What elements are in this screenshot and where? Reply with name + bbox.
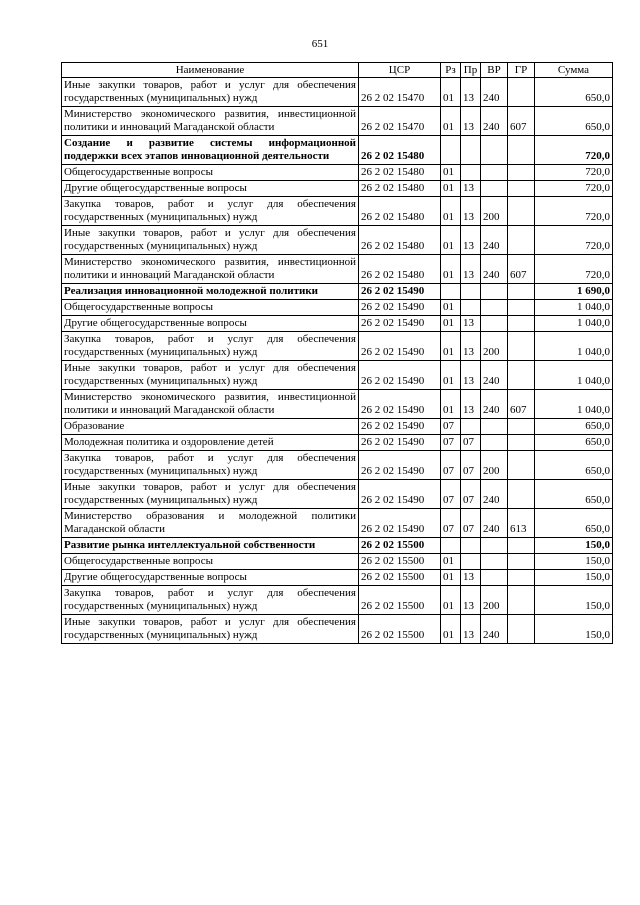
cell-name: Другие общегосударственные вопросы	[62, 316, 359, 332]
cell-sum: 720,0	[535, 197, 613, 226]
cell-csr: 26 2 02 15480	[359, 226, 441, 255]
cell-vr	[481, 554, 508, 570]
cell-csr: 26 2 02 15490	[359, 419, 441, 435]
cell-name: Министерство экономического развития, инвестиционной политики и инноваций Магаданской области	[62, 390, 359, 419]
table-row	[62, 538, 613, 554]
table-row	[62, 165, 613, 181]
cell-pr: 13	[461, 78, 481, 107]
cell-vr: 240	[481, 255, 508, 284]
cell-sum: 1 040,0	[535, 332, 613, 361]
table-row	[62, 255, 613, 284]
cell-sum: 650,0	[535, 451, 613, 480]
cell-pr: 13	[461, 226, 481, 255]
cell-vr: 240	[481, 480, 508, 509]
table-row	[62, 107, 613, 136]
table-row	[62, 570, 613, 586]
cell-pr	[461, 554, 481, 570]
cell-csr: 26 2 02 15490	[359, 300, 441, 316]
cell-rz: 01	[441, 332, 461, 361]
cell-vr: 240	[481, 615, 508, 644]
cell-rz: 01	[441, 226, 461, 255]
cell-sum: 150,0	[535, 554, 613, 570]
cell-vr	[481, 300, 508, 316]
cell-gr: 607	[508, 255, 535, 284]
cell-name: Развитие рынка интеллектуальной собственности	[62, 538, 359, 554]
cell-rz	[441, 538, 461, 554]
cell-csr: 26 2 02 15490	[359, 480, 441, 509]
cell-name: Иные закупки товаров, работ и услуг для обеспечения государственных (муниципальных) нужд	[62, 78, 359, 107]
cell-sum: 150,0	[535, 615, 613, 644]
cell-pr: 07	[461, 480, 481, 509]
cell-vr	[481, 181, 508, 197]
cell-sum: 650,0	[535, 435, 613, 451]
cell-gr	[508, 165, 535, 181]
cell-name: Иные закупки товаров, работ и услуг для обеспечения государственных (муниципальных) нужд	[62, 615, 359, 644]
cell-csr: 26 2 02 15490	[359, 332, 441, 361]
cell-name: Другие общегосударственные вопросы	[62, 570, 359, 586]
table-row	[62, 78, 613, 107]
header-sum: Сумма	[535, 63, 613, 78]
cell-rz	[441, 284, 461, 300]
header-rz: Рз	[441, 63, 461, 78]
cell-gr	[508, 480, 535, 509]
cell-csr: 26 2 02 15480	[359, 197, 441, 226]
cell-csr: 26 2 02 15480	[359, 181, 441, 197]
cell-rz: 01	[441, 165, 461, 181]
cell-vr: 240	[481, 509, 508, 538]
cell-pr: 13	[461, 361, 481, 390]
cell-name: Закупка товаров, работ и услуг для обеспечения государственных (муниципальных) нужд	[62, 197, 359, 226]
cell-pr	[461, 284, 481, 300]
cell-gr	[508, 226, 535, 255]
table-row	[62, 316, 613, 332]
cell-csr: 26 2 02 15490	[359, 435, 441, 451]
cell-gr	[508, 316, 535, 332]
cell-rz: 01	[441, 554, 461, 570]
cell-name: Министерство образования и молодежной политики Магаданской области	[62, 509, 359, 538]
header-csr: ЦСР	[359, 63, 441, 78]
table-row	[62, 300, 613, 316]
cell-pr	[461, 300, 481, 316]
cell-rz: 07	[441, 451, 461, 480]
cell-csr: 26 2 02 15500	[359, 570, 441, 586]
table-row	[62, 181, 613, 197]
cell-pr	[461, 136, 481, 165]
cell-vr: 200	[481, 451, 508, 480]
cell-sum: 720,0	[535, 226, 613, 255]
cell-csr: 26 2 02 15470	[359, 78, 441, 107]
cell-rz: 01	[441, 78, 461, 107]
cell-csr: 26 2 02 15490	[359, 316, 441, 332]
table-row	[62, 226, 613, 255]
cell-gr	[508, 554, 535, 570]
cell-pr: 13	[461, 570, 481, 586]
header-gr: ГР	[508, 63, 535, 78]
table-row	[62, 554, 613, 570]
cell-pr: 13	[461, 332, 481, 361]
table-row	[62, 615, 613, 644]
cell-name: Общегосударственные вопросы	[62, 300, 359, 316]
cell-vr	[481, 538, 508, 554]
cell-pr: 13	[461, 586, 481, 615]
cell-vr	[481, 435, 508, 451]
header-name: Наименование	[62, 63, 359, 78]
cell-csr: 26 2 02 15500	[359, 586, 441, 615]
cell-sum: 650,0	[535, 78, 613, 107]
cell-sum: 150,0	[535, 538, 613, 554]
cell-sum: 720,0	[535, 255, 613, 284]
cell-name: Министерство экономического развития, инвестиционной политики и инноваций Магаданской области	[62, 107, 359, 136]
cell-rz: 07	[441, 480, 461, 509]
cell-vr	[481, 316, 508, 332]
cell-gr	[508, 136, 535, 165]
cell-pr: 13	[461, 197, 481, 226]
cell-name: Закупка товаров, работ и услуг для обеспечения государственных (муниципальных) нужд	[62, 451, 359, 480]
cell-rz: 07	[441, 435, 461, 451]
table-body	[62, 78, 613, 644]
cell-name: Иные закупки товаров, работ и услуг для обеспечения государственных (муниципальных) нужд	[62, 361, 359, 390]
cell-csr: 26 2 02 15500	[359, 554, 441, 570]
cell-name: Общегосударственные вопросы	[62, 554, 359, 570]
cell-gr: 607	[508, 107, 535, 136]
table-row	[62, 136, 613, 165]
cell-gr	[508, 419, 535, 435]
cell-gr	[508, 181, 535, 197]
cell-name: Другие общегосударственные вопросы	[62, 181, 359, 197]
cell-pr: 13	[461, 615, 481, 644]
cell-sum: 1 040,0	[535, 300, 613, 316]
cell-pr	[461, 538, 481, 554]
cell-csr: 26 2 02 15490	[359, 284, 441, 300]
cell-gr	[508, 451, 535, 480]
budget-table	[61, 62, 613, 644]
cell-csr: 26 2 02 15480	[359, 255, 441, 284]
cell-vr	[481, 136, 508, 165]
cell-rz: 07	[441, 419, 461, 435]
cell-sum: 650,0	[535, 107, 613, 136]
cell-csr: 26 2 02 15490	[359, 390, 441, 419]
cell-sum: 720,0	[535, 136, 613, 165]
cell-rz: 01	[441, 300, 461, 316]
cell-name: Создание и развитие системы информационной поддержки всех этапов инновационной деятельности	[62, 136, 359, 165]
table-row	[62, 509, 613, 538]
cell-name: Закупка товаров, работ и услуг для обеспечения государственных (муниципальных) нужд	[62, 332, 359, 361]
cell-vr	[481, 570, 508, 586]
cell-rz: 07	[441, 509, 461, 538]
cell-vr: 240	[481, 226, 508, 255]
cell-sum: 1 040,0	[535, 390, 613, 419]
cell-vr: 240	[481, 390, 508, 419]
cell-name: Образование	[62, 419, 359, 435]
cell-name: Иные закупки товаров, работ и услуг для обеспечения государственных (муниципальных) нужд	[62, 480, 359, 509]
cell-sum: 1 040,0	[535, 316, 613, 332]
cell-vr: 200	[481, 586, 508, 615]
cell-pr	[461, 419, 481, 435]
cell-gr	[508, 435, 535, 451]
cell-vr: 240	[481, 78, 508, 107]
cell-rz: 01	[441, 316, 461, 332]
cell-csr: 26 2 02 15500	[359, 538, 441, 554]
cell-csr: 26 2 02 15490	[359, 509, 441, 538]
cell-pr: 07	[461, 509, 481, 538]
cell-gr	[508, 284, 535, 300]
cell-sum: 720,0	[535, 165, 613, 181]
cell-rz: 01	[441, 390, 461, 419]
cell-vr	[481, 419, 508, 435]
cell-csr: 26 2 02 15490	[359, 451, 441, 480]
cell-name: Министерство экономического развития, инвестиционной политики и инноваций Магаданской области	[62, 255, 359, 284]
table-row	[62, 284, 613, 300]
cell-gr: 613	[508, 509, 535, 538]
cell-gr	[508, 570, 535, 586]
cell-rz: 01	[441, 586, 461, 615]
cell-rz: 01	[441, 181, 461, 197]
cell-pr: 13	[461, 255, 481, 284]
cell-rz: 01	[441, 197, 461, 226]
cell-name: Общегосударственные вопросы	[62, 165, 359, 181]
cell-name: Иные закупки товаров, работ и услуг для обеспечения государственных (муниципальных) нужд	[62, 226, 359, 255]
table-row	[62, 390, 613, 419]
cell-gr	[508, 361, 535, 390]
cell-name: Молодежная политика и оздоровление детей	[62, 435, 359, 451]
cell-gr: 607	[508, 390, 535, 419]
cell-csr: 26 2 02 15500	[359, 615, 441, 644]
cell-pr: 13	[461, 390, 481, 419]
cell-pr	[461, 165, 481, 181]
cell-pr: 13	[461, 107, 481, 136]
header-vr: ВР	[481, 63, 508, 78]
cell-gr	[508, 538, 535, 554]
cell-sum: 650,0	[535, 480, 613, 509]
cell-csr: 26 2 02 15470	[359, 107, 441, 136]
cell-csr: 26 2 02 15490	[359, 361, 441, 390]
cell-csr: 26 2 02 15480	[359, 165, 441, 181]
cell-rz	[441, 136, 461, 165]
cell-sum: 650,0	[535, 419, 613, 435]
cell-pr: 13	[461, 181, 481, 197]
page-number: 651	[311, 38, 329, 50]
table-row	[62, 197, 613, 226]
cell-gr	[508, 332, 535, 361]
cell-csr: 26 2 02 15480	[359, 136, 441, 165]
cell-sum: 1 040,0	[535, 361, 613, 390]
cell-rz: 01	[441, 615, 461, 644]
cell-sum: 150,0	[535, 570, 613, 586]
table-header-row	[62, 63, 613, 78]
cell-vr: 200	[481, 197, 508, 226]
cell-pr: 13	[461, 316, 481, 332]
table-row	[62, 332, 613, 361]
cell-name: Закупка товаров, работ и услуг для обеспечения государственных (муниципальных) нужд	[62, 586, 359, 615]
table-row	[62, 419, 613, 435]
cell-vr: 240	[481, 107, 508, 136]
cell-gr	[508, 586, 535, 615]
cell-rz: 01	[441, 361, 461, 390]
cell-rz: 01	[441, 255, 461, 284]
cell-sum: 720,0	[535, 181, 613, 197]
cell-gr	[508, 300, 535, 316]
header-pr: Пр	[461, 63, 481, 78]
cell-vr	[481, 165, 508, 181]
table-row	[62, 361, 613, 390]
cell-rz: 01	[441, 570, 461, 586]
table-row	[62, 435, 613, 451]
table-row	[62, 480, 613, 509]
cell-vr: 240	[481, 361, 508, 390]
table-row	[62, 451, 613, 480]
cell-gr	[508, 78, 535, 107]
cell-vr	[481, 284, 508, 300]
cell-sum: 1 690,0	[535, 284, 613, 300]
cell-pr: 07	[461, 435, 481, 451]
cell-sum: 650,0	[535, 509, 613, 538]
cell-rz: 01	[441, 107, 461, 136]
cell-vr: 200	[481, 332, 508, 361]
cell-sum: 150,0	[535, 586, 613, 615]
cell-gr	[508, 197, 535, 226]
cell-name: Реализация инновационной молодежной политики	[62, 284, 359, 300]
cell-gr	[508, 615, 535, 644]
cell-pr: 07	[461, 451, 481, 480]
table-row	[62, 586, 613, 615]
